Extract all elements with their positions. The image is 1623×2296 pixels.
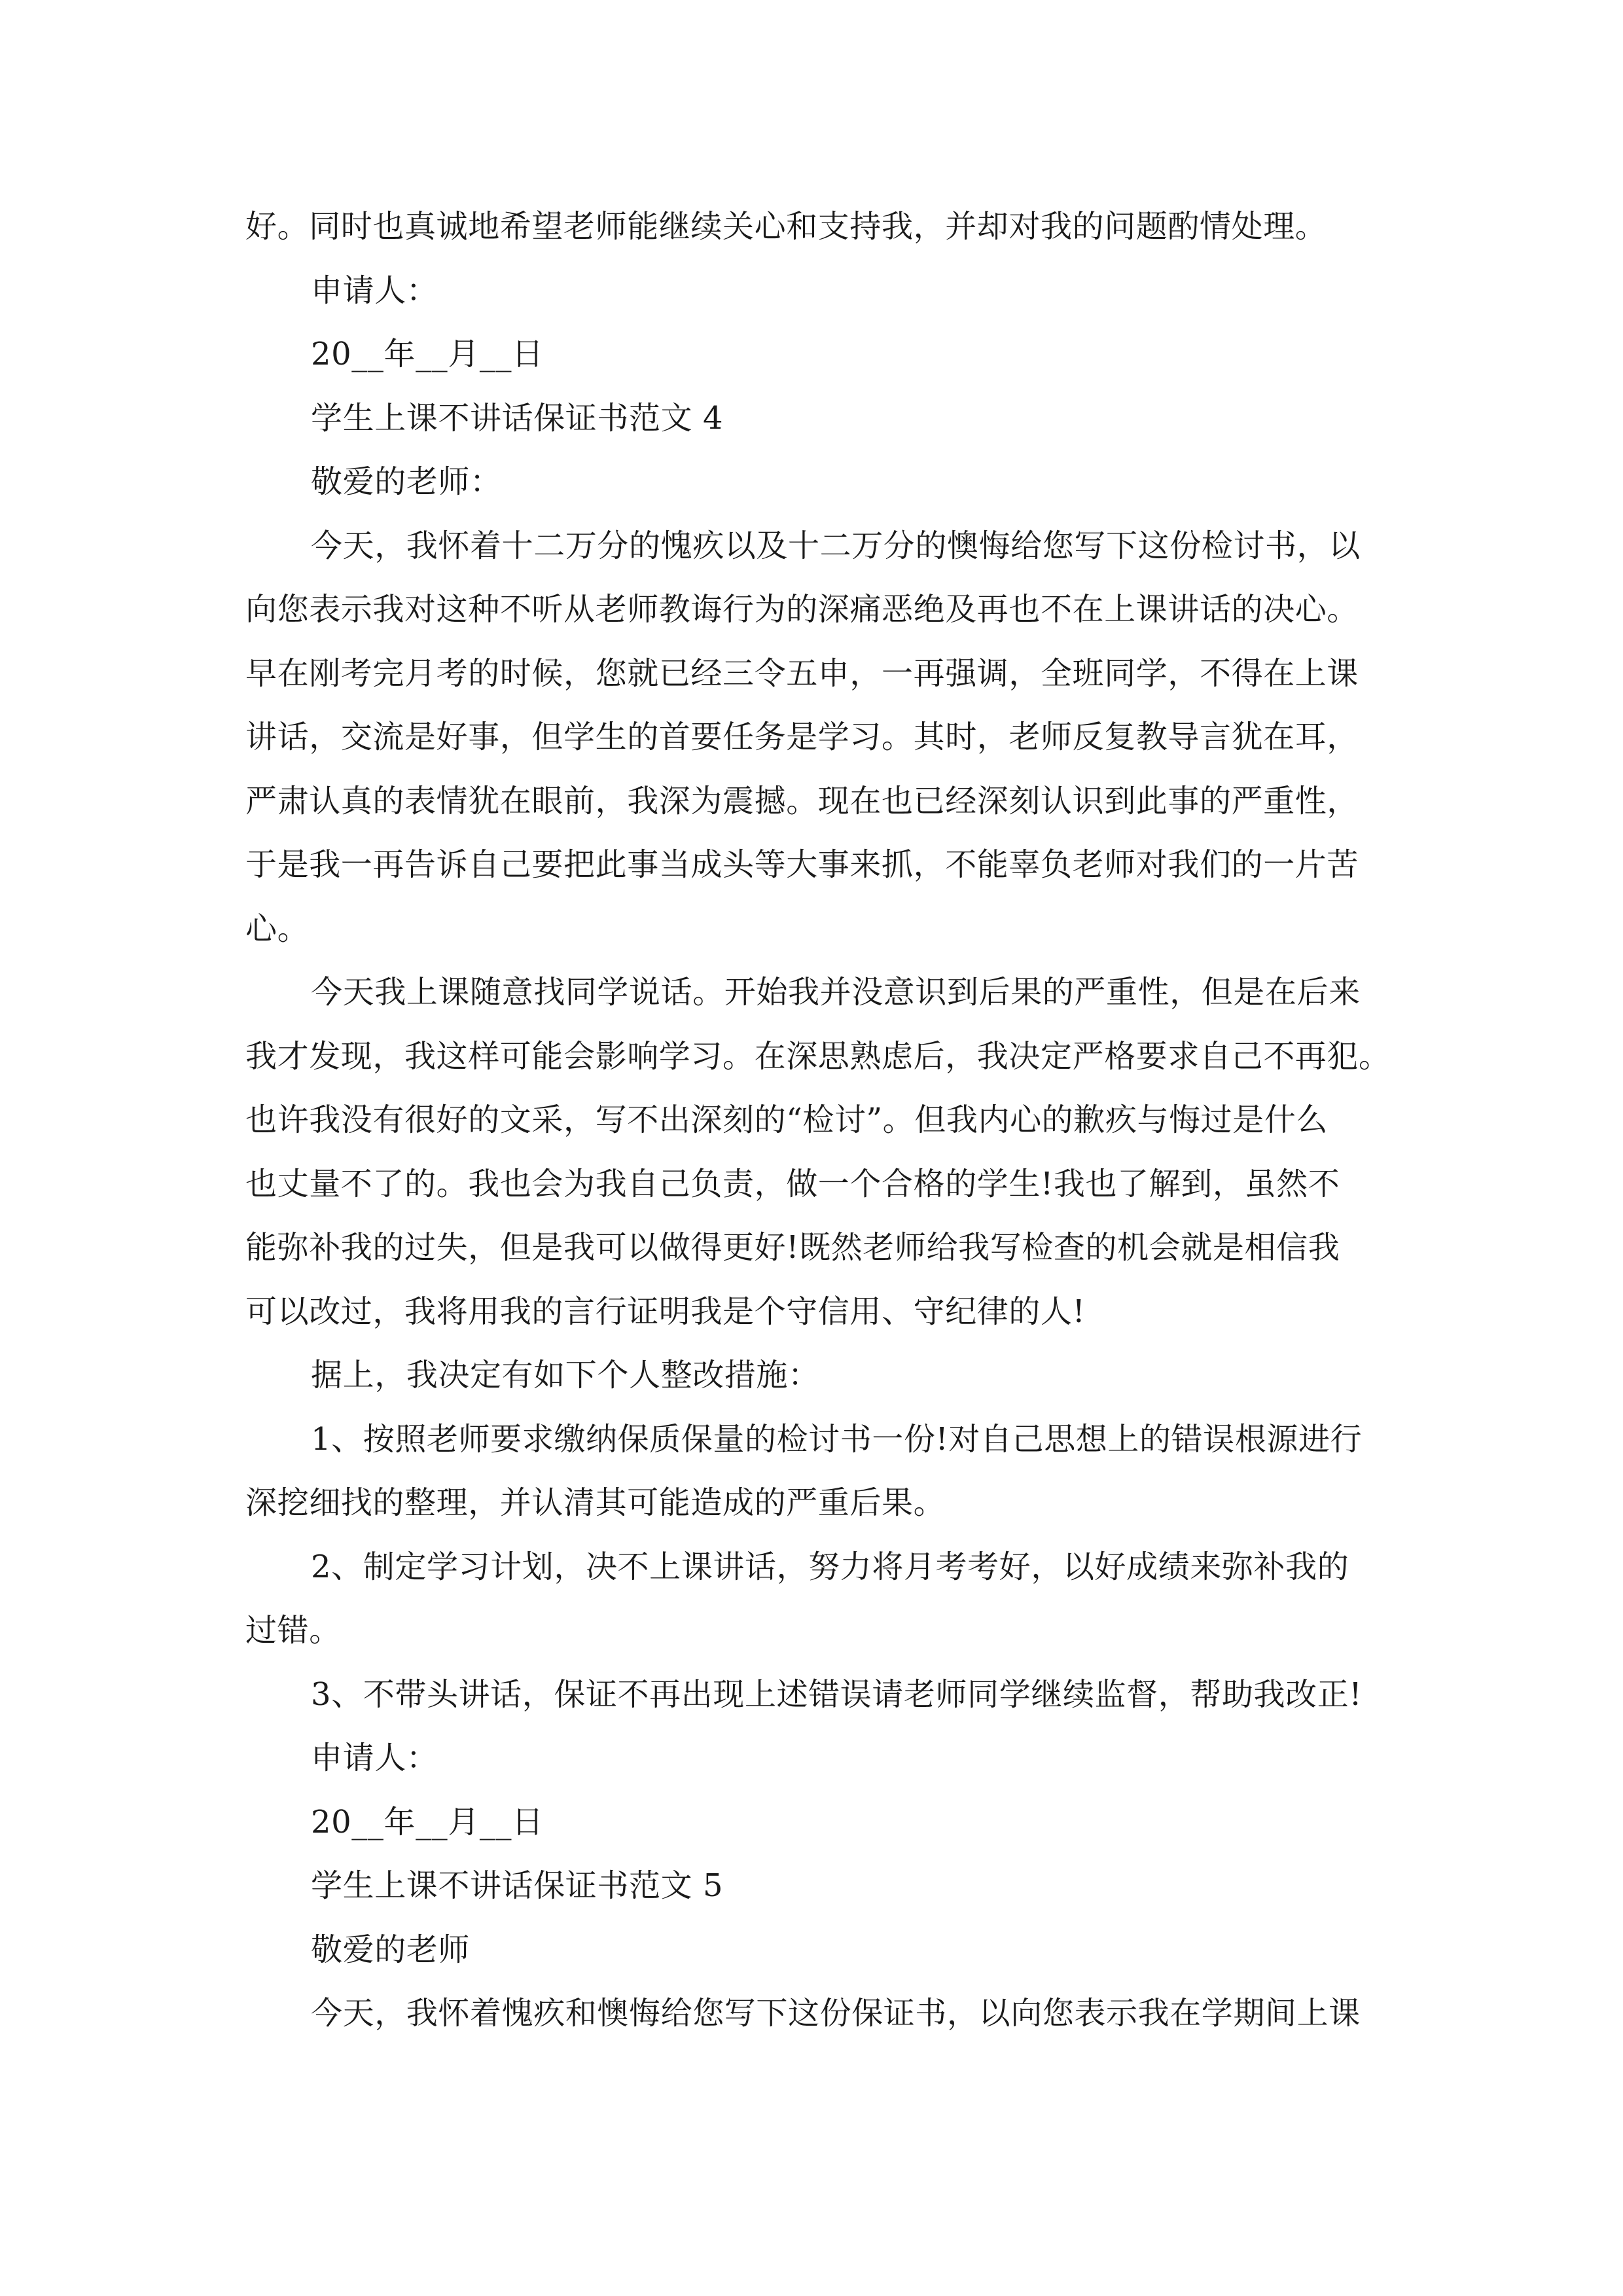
measure-1-cont: 深挖细找的整理，并认清其可能造成的严重后果。: [245, 1484, 946, 1521]
body-line: 我才发现，我这样可能会影响学习。在深思熟虑后，我决定严格要求自己不再犯。: [245, 1037, 1391, 1075]
body-line: 今天，我怀着十二万分的愧疚以及十二万分的懊悔给您写下这份检讨书，以: [311, 527, 1361, 564]
body-line: 早在刚考完月考的时候，您就已经三令五申，一再强调，全班同学，不得在上课: [245, 655, 1359, 692]
body-line: 严肃认真的表情犹在眼前，我深为震撼。现在也已经深刻认识到此事的严重性，: [245, 782, 1359, 819]
body-line: 心。: [245, 910, 310, 947]
salutation: 敬爱的老师: [311, 1931, 471, 1968]
body-line: 可以改过，我将用我的言行证明我是个守信用、守纪律的人!: [245, 1293, 1086, 1330]
measures-intro: 据上，我决定有如下个人整改措施：: [311, 1357, 820, 1393]
applicant-label: 申请人：: [311, 1740, 438, 1776]
body-line-1: 好。同时也真诚地希望老师能继续关心和支持我，并却对我的问题酌情处理。: [245, 208, 1327, 245]
body-line: 今天我上课随意找同学说话。开始我并没意识到后果的严重性，但是在后来: [311, 974, 1361, 1011]
date-line: 20__年__月__日: [311, 1803, 544, 1840]
body-line: 于是我一再告诉自己要把此事当成头等大事来抓，不能辜负老师对我们的一片苦: [245, 846, 1359, 883]
body-line: 讲话，交流是好事，但学生的首要任务是学习。其时，老师反复教导言犹在耳，: [245, 719, 1359, 755]
applicant-label: 申请人：: [311, 272, 438, 309]
measure-1: 1、按照老师要求缴纳保质保量的检讨书一份!对自己思想上的错误根源进行: [311, 1420, 1363, 1458]
date-line: 20__年__月__日: [311, 336, 544, 372]
section-title-4: 学生上课不讲话保证书范文 4: [311, 399, 724, 437]
salutation: 敬爱的老师：: [311, 463, 502, 500]
section-title-5: 学生上课不讲话保证书范文 5: [311, 1867, 724, 1904]
body-line: 也许我没有很好的文采，写不出深刻的“检讨”。但我内心的歉疚与悔过是什么: [245, 1102, 1329, 1138]
measure-3: 3、不带头讲话，保证不再出现上述错误请老师同学继续监督，帮助我改正!: [311, 1676, 1363, 1713]
body-line: 也丈量不了的。我也会为我自己负责，做一个合格的学生!我也了解到，虽然不: [245, 1165, 1340, 1202]
body-line: 今天，我怀着愧疚和懊悔给您写下这份保证书，以向您表示我在学期间上课: [311, 1995, 1361, 2032]
measure-2: 2、制定学习计划，决不上课讲话，努力将月考考好，以好成绩来弥补我的: [311, 1548, 1349, 1585]
document-body: [245, 195, 1391, 2046]
body-line: 能弥补我的过失，但是我可以做得更好!既然老师给我写检查的机会就是相信我: [245, 1229, 1340, 1266]
body-line: 向您表示我对这种不听从老师教诲行为的深痛恶绝及再也不在上课讲话的决心。: [245, 591, 1359, 628]
measure-2-cont: 过错。: [245, 1612, 341, 1649]
